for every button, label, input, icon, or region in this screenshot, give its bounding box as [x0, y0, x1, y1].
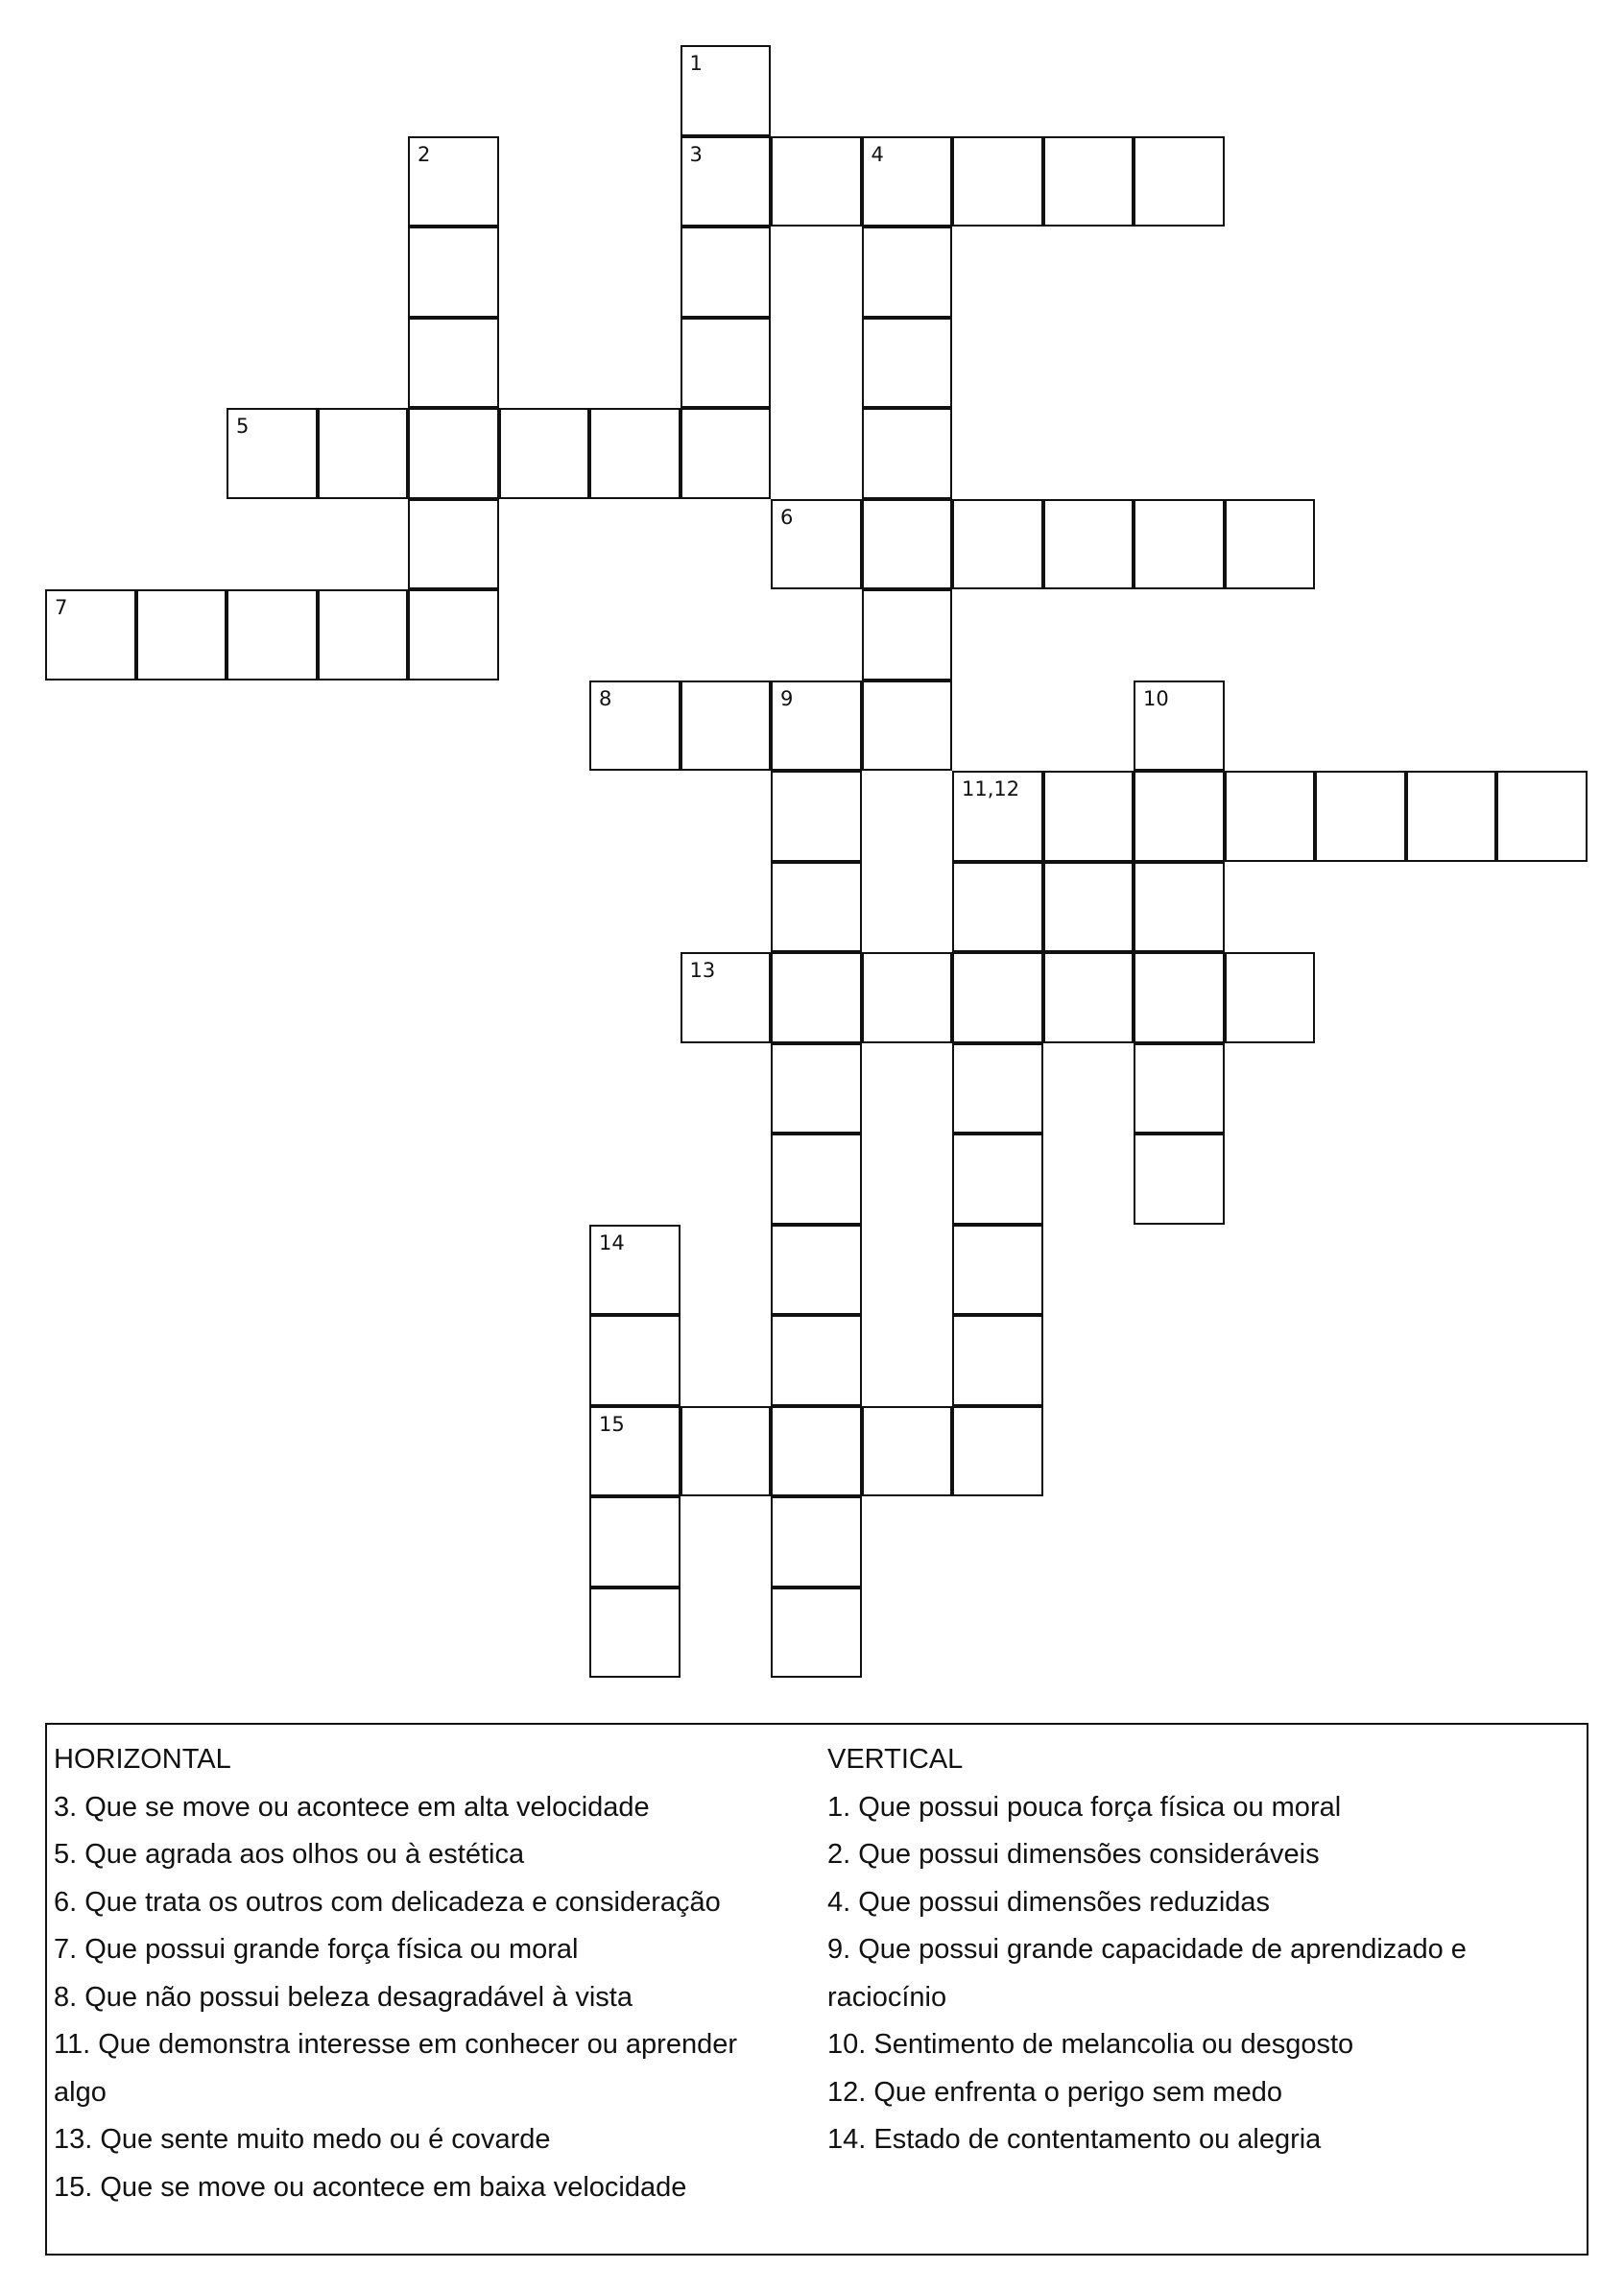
- grid-cell-14[interactable]: [589, 1225, 681, 1316]
- grid-cell[interactable]: [862, 952, 953, 1043]
- grid-cell[interactable]: [952, 136, 1043, 227]
- grid-cell[interactable]: [1225, 499, 1316, 590]
- clue-number: 9: [780, 686, 794, 710]
- grid-cell[interactable]: [1134, 499, 1225, 590]
- grid-cell-15[interactable]: [589, 1406, 681, 1497]
- grid-cell[interactable]: [862, 408, 953, 499]
- grid-cell[interactable]: [771, 1315, 862, 1406]
- grid-cell[interactable]: [408, 227, 499, 318]
- grid-cell[interactable]: [952, 1134, 1043, 1225]
- grid-cell[interactable]: [408, 499, 499, 590]
- grid-cell[interactable]: [862, 680, 953, 772]
- vertical-clue-list: [827, 1784, 1576, 2164]
- grid-cell[interactable]: [952, 1225, 1043, 1316]
- clue-line: 10. Sentimento de melancolia ou desgosto: [827, 2029, 1354, 2060]
- grid-cell[interactable]: [952, 1043, 1043, 1134]
- grid-cell[interactable]: [771, 1496, 862, 1588]
- grid-cell-6[interactable]: [771, 499, 862, 590]
- grid-cell[interactable]: [952, 862, 1043, 953]
- grid-cell[interactable]: [681, 318, 772, 409]
- grid-cell[interactable]: [1134, 136, 1225, 227]
- grid-cell-2[interactable]: [408, 136, 499, 227]
- clue-number: 6: [780, 505, 794, 529]
- clue-line: 4. Que possui dimensões reduzidas: [827, 1886, 1271, 1918]
- grid-cell-7[interactable]: [45, 589, 136, 680]
- clue-number: 10: [1143, 686, 1169, 710]
- clue-line: 1. Que possui pouca força física ou moral: [827, 1791, 1342, 1823]
- grid-cell[interactable]: [227, 589, 318, 680]
- grid-cell[interactable]: [408, 318, 499, 409]
- clue-line: 5. Que agrada aos olhos ou à estética: [54, 1839, 525, 1870]
- vertical-heading: VERTICAL: [827, 1744, 964, 1775]
- grid-cell[interactable]: [952, 499, 1043, 590]
- grid-cell[interactable]: [1043, 952, 1134, 1043]
- clue-number: 8: [599, 686, 612, 710]
- vertical-clues: [827, 1736, 1576, 2164]
- grid-cell[interactable]: [1134, 952, 1225, 1043]
- clue-number: 2: [418, 142, 431, 166]
- clue-line: 15. Que se move ou acontece em baixa velocidade: [54, 2171, 687, 2203]
- grid-cell[interactable]: [862, 318, 953, 409]
- clue-line: 8. Que não possui beleza desagradável à vista: [54, 1981, 633, 2013]
- clue-line: 7. Que possui grande força física ou moral: [54, 1934, 579, 1965]
- clue-number: 1: [689, 52, 703, 75]
- clue-line: 14. Estado de contentamento ou alegria: [827, 2124, 1322, 2155]
- grid-cell[interactable]: [408, 408, 499, 499]
- grid-cell[interactable]: [771, 862, 862, 953]
- grid-cell-10[interactable]: [1134, 680, 1225, 772]
- horizontal-clue-list: [54, 1784, 812, 2212]
- grid-cell[interactable]: [862, 499, 953, 590]
- grid-cell[interactable]: [952, 1406, 1043, 1497]
- grid-cell[interactable]: [771, 1043, 862, 1134]
- grid-cell-1[interactable]: [681, 45, 772, 136]
- clue-line: algo: [54, 2076, 107, 2108]
- grid-cell[interactable]: [318, 408, 409, 499]
- grid-cell[interactable]: [1043, 862, 1134, 953]
- grid-cell-8[interactable]: [589, 680, 681, 772]
- grid-cell[interactable]: [771, 136, 862, 227]
- grid-cell[interactable]: [681, 408, 772, 499]
- grid-cell[interactable]: [589, 1315, 681, 1406]
- grid-cell[interactable]: [681, 680, 772, 772]
- grid-cell[interactable]: [862, 1406, 953, 1497]
- grid-cell[interactable]: [771, 771, 862, 862]
- grid-cell[interactable]: [1225, 771, 1316, 862]
- clue-line: 13. Que sente muito medo ou é covarde: [54, 2124, 551, 2155]
- clue-line: 11. Que demonstra interesse em conhecer ou aprender: [54, 2029, 737, 2060]
- grid-cell[interactable]: [408, 589, 499, 680]
- grid-cell[interactable]: [589, 408, 681, 499]
- grid-cell-4[interactable]: [862, 136, 953, 227]
- clue-number: 3: [689, 142, 703, 166]
- grid-cell[interactable]: [1496, 771, 1588, 862]
- grid-cell[interactable]: [681, 1406, 772, 1497]
- clue-line: 12. Que enfrenta o perigo sem medo: [827, 2076, 1282, 2108]
- grid-cell[interactable]: [862, 589, 953, 680]
- clue-line: 6. Que trata os outros com delicadeza e consideração: [54, 1886, 721, 1918]
- grid-cell[interactable]: [1043, 771, 1134, 862]
- clue-line: 9. Que possui grande capacidade de aprendizado e: [827, 1934, 1467, 1965]
- grid-cell[interactable]: [952, 1315, 1043, 1406]
- clue-number: 5: [236, 415, 250, 438]
- clue-number: 14: [599, 1230, 625, 1254]
- grid-cell[interactable]: [589, 1496, 681, 1588]
- grid-cell[interactable]: [1134, 771, 1225, 862]
- clue-number: 13: [689, 959, 716, 982]
- grid-cell-5[interactable]: [227, 408, 318, 499]
- clue-number: 15: [599, 1412, 625, 1436]
- clue-line: raciocínio: [827, 1981, 947, 2013]
- grid-cell[interactable]: [1315, 771, 1406, 862]
- grid-cell[interactable]: [1134, 1043, 1225, 1134]
- clue-line: 2. Que possui dimensões consideráveis: [827, 1839, 1320, 1870]
- grid-cell[interactable]: [1134, 1134, 1225, 1225]
- grid-cell-13[interactable]: [681, 952, 772, 1043]
- grid-cell[interactable]: [1043, 136, 1134, 227]
- grid-cell[interactable]: [952, 952, 1043, 1043]
- grid-cell[interactable]: [136, 589, 227, 680]
- grid-cell[interactable]: [1043, 499, 1134, 590]
- grid-cell[interactable]: [771, 1225, 862, 1316]
- grid-cell[interactable]: [318, 589, 409, 680]
- grid-cell[interactable]: [499, 408, 590, 499]
- clue-number: 7: [55, 596, 68, 619]
- grid-cell-3[interactable]: [681, 136, 772, 227]
- grid-cell[interactable]: [1134, 862, 1225, 953]
- horizontal-clues: [54, 1736, 812, 2211]
- grid-cell[interactable]: [771, 1134, 862, 1225]
- grid-cell[interactable]: [771, 952, 862, 1043]
- grid-cell[interactable]: [1225, 952, 1316, 1043]
- grid-cell[interactable]: [862, 227, 953, 318]
- grid-cell-11-12[interactable]: [952, 771, 1043, 862]
- clue-number: 4: [871, 142, 884, 166]
- grid-cell[interactable]: [1406, 771, 1497, 862]
- grid-cell-9[interactable]: [771, 680, 862, 772]
- grid-cell[interactable]: [771, 1588, 862, 1679]
- clues-box: [45, 1723, 1588, 2256]
- clue-number: 11,12: [962, 777, 1020, 800]
- grid-cell[interactable]: [589, 1588, 681, 1679]
- grid-cell[interactable]: [771, 1406, 862, 1497]
- grid-cell[interactable]: [681, 227, 772, 318]
- horizontal-heading: HORIZONTAL: [54, 1744, 231, 1775]
- clue-line: 3. Que se move ou acontece em alta velocidade: [54, 1791, 650, 1823]
